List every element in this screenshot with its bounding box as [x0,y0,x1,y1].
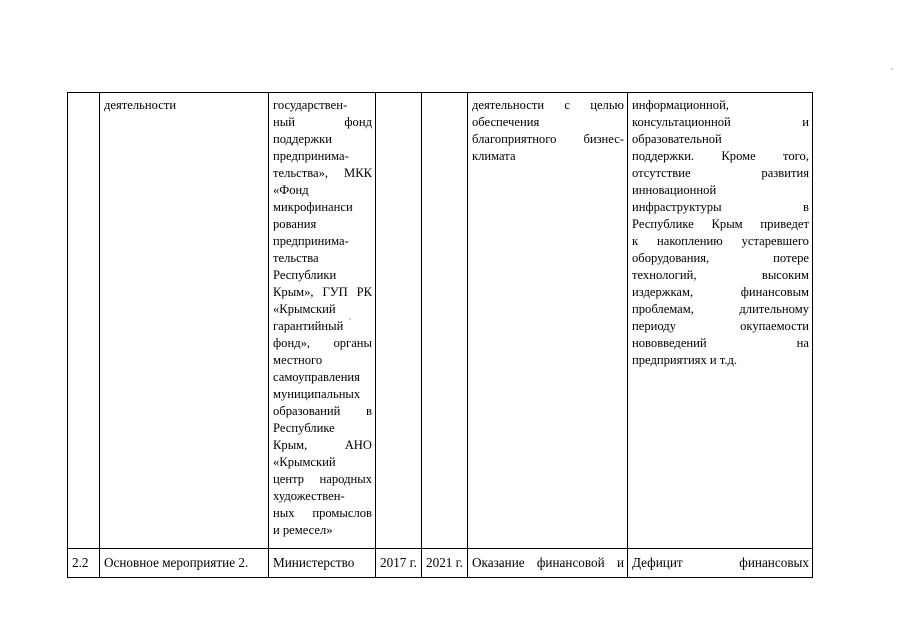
consequences-text [632,554,809,571]
text-line: Республики [273,268,337,282]
word: ГУП [322,285,348,299]
text-line [472,97,624,114]
text-line: Республике [273,421,335,435]
word: народных [319,472,372,486]
text-line [632,318,809,335]
text-line [632,301,809,318]
word: развития [761,166,809,180]
text-line: обеспечения [472,115,540,129]
word: того, [783,149,809,163]
word: консультационной [632,115,731,129]
word: поддержки. [632,149,695,163]
text-line: информационной, [632,98,729,112]
text-line: «Крымский [273,455,336,469]
word: тельства», [273,166,329,180]
text-line: гарантийный [273,319,344,333]
word: финансовой [536,555,605,570]
executor-text [273,97,372,539]
text-line: предпринима- [273,149,349,163]
word: Крым», [273,285,314,299]
word: бизнес- [583,132,624,146]
word: фонд», [273,336,311,350]
cell-consequences [628,93,813,549]
word: длительному [739,302,809,316]
cell-number [68,93,100,549]
text-line [632,335,809,352]
word: промыслов [312,506,372,520]
cell-end-year: 2021 г. [422,549,468,578]
word: в [366,404,372,418]
word: высоким [761,268,809,282]
word: потере [773,251,809,265]
text-line [632,165,809,182]
word: окупаемости [740,319,809,333]
cell-end-year [422,93,468,549]
cell-expected-result [468,93,628,549]
text-line [273,403,372,420]
word: с [564,98,570,112]
word: Оказание [472,555,525,570]
expected-result-text [472,554,624,571]
word: в [803,200,809,214]
word: ный [273,115,295,129]
text-line: инновационной [632,183,717,197]
word: центр [273,472,305,486]
cell-start-year: 2017 г. [376,549,422,578]
text-line [273,437,372,454]
text-line [472,131,624,148]
text-line [632,250,809,267]
cell-executor: Министерство [269,549,376,578]
text-line [273,471,372,488]
text-line: и ремесел» [273,523,333,537]
word: оборудования, [632,251,710,265]
word: фонд [344,115,372,129]
word: ных [273,506,295,520]
word: приведет [760,217,809,231]
text-line: климата [472,149,516,163]
word: Кроме [721,149,756,163]
text-line [632,233,809,250]
word: Дефицит [632,555,683,570]
word: Крым, [273,438,308,452]
consequences-text [632,97,809,369]
word: и [616,555,624,570]
text-line: образовательной [632,132,722,146]
text-line [632,284,809,301]
text-line [632,199,809,216]
word: к [632,234,639,248]
cell-measure-name: Основное мероприятие 2. [100,549,269,578]
table-row [68,93,813,549]
text-line: муниципальных [273,387,361,401]
word: инфраструктуры [632,200,722,214]
text-line [632,114,809,131]
word: Республике [632,217,694,231]
word: отсутствие [632,166,691,180]
text-line: «Крымский [273,302,336,316]
word: целью [590,98,624,112]
text-line: предпринима- [273,234,349,248]
text-line: местного [273,353,323,367]
word: проблемам, [632,302,694,316]
cell-measure-name: деятельности [100,93,269,549]
text-line: художествен- [273,489,345,503]
text-line [632,148,809,165]
word: финансовых [739,555,809,570]
word: благоприятного [472,132,557,146]
scan-speck [891,68,893,70]
text-line: самоуправления [273,370,360,384]
text-line: предприятиях и т.д. [632,353,738,367]
word: Крым [711,217,743,231]
text-line [273,505,372,522]
word: периоду [632,319,677,333]
expected-result-text [472,97,624,165]
word: технологий, [632,268,697,282]
text-line: рования [273,217,317,231]
text-line [632,216,809,233]
text-line: «Фонд [273,183,309,197]
word: АНО [344,438,372,452]
text-line: поддержки [273,132,332,146]
word: на [796,336,809,350]
measures-table [67,92,813,578]
text-line [273,335,372,352]
text-line [273,165,372,182]
word: нововведений [632,336,707,350]
word: и [802,115,809,129]
text-line [632,267,809,284]
cell-executor [269,93,376,549]
word: РК [356,285,372,299]
word: образований [273,404,341,418]
cell-start-year [376,93,422,549]
text-line: микрофинанси [273,200,353,214]
text-line [273,114,372,131]
text-line [273,284,372,301]
text-line: тельства [273,251,319,265]
word: устаревшего [741,234,809,248]
table-row [68,549,813,578]
word: финансовым [740,285,809,299]
word: органы [333,336,372,350]
word: издержкам, [632,285,694,299]
cell-expected-result [468,549,628,578]
text-line: государствен- [273,98,348,112]
word: накоплению [657,234,723,248]
cell-consequences [628,549,813,578]
cell-number: 2.2 [68,549,100,578]
word: МКК [344,166,372,180]
word: деятельности [472,98,545,112]
